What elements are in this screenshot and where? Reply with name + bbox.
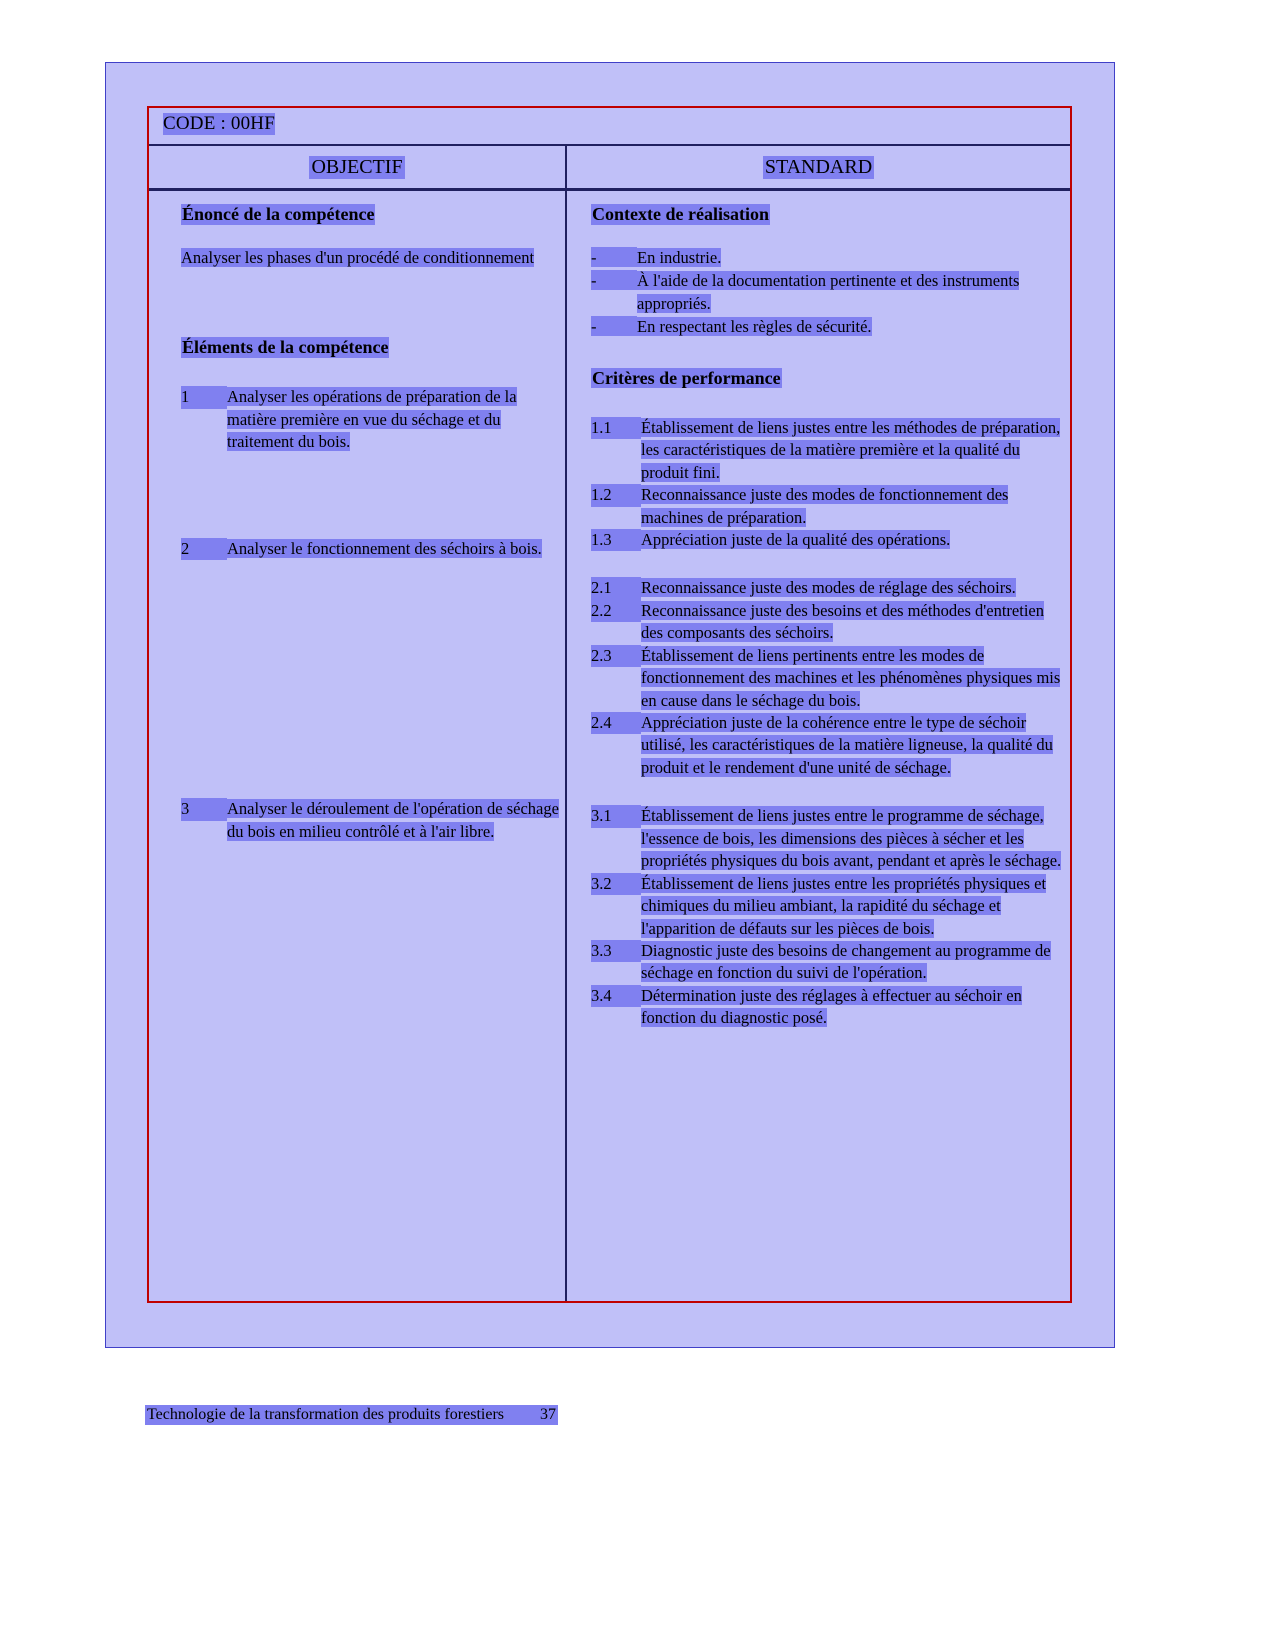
critere-text: Établissement de liens justes entre le programme de séchage, l'essence de bois, les dimensions des pièces à sécher et les propriétés physiques du bois avant, pendant et après le séchage.	[641, 806, 1062, 871]
contexte-item	[591, 316, 1070, 338]
critere-text-wrap	[641, 805, 1070, 872]
critere-text: Reconnaissance juste des modes de fonctionnement des machines de préparation.	[641, 485, 1009, 527]
header-cell-objectif	[149, 146, 567, 188]
critere-item	[591, 529, 1070, 551]
footer-title: Technologie de la transformation des produits forestiers	[147, 1406, 504, 1423]
critere-text: Établissement de liens pertinents entre les modes de fonctionnement des machines et les phénomènes physiques mis en cause dans le séchage du bois.	[641, 645, 1061, 710]
critere-number: 1.2	[591, 484, 641, 506]
critere-item	[591, 484, 1070, 529]
contexte-item-text: À l'aide de la documentation pertinente et des instruments appropriés.	[637, 271, 1020, 313]
criteres-group-1	[591, 417, 1070, 552]
element-item-3	[181, 798, 565, 843]
critere-number: 2.3	[591, 645, 641, 667]
enonce-text-wrap	[181, 247, 565, 269]
critere-text: Appréciation juste de la qualité des opérations.	[641, 529, 951, 549]
critere-text: Établissement de liens justes entre les méthodes de préparation, les caractéristiques de la matière première et la qualité du produit fini.	[641, 417, 1061, 482]
critere-text-wrap	[641, 529, 1070, 551]
element-text-2-wrap	[227, 538, 565, 560]
element-number-3: 3	[181, 798, 227, 820]
critere-text-wrap	[641, 712, 1070, 779]
critere-text: Détermination juste des réglages à effectuer au séchoir en fonction du diagnostic posé.	[641, 985, 1022, 1028]
contexte-item-text-wrap	[637, 270, 1070, 315]
criteres-title: Critères de performance	[592, 367, 781, 388]
critere-item	[591, 577, 1070, 599]
criteres-group-2	[591, 577, 1070, 779]
critere-number: 2.1	[591, 577, 641, 599]
contexte-item-text: En industrie.	[637, 248, 722, 267]
footer-page-number: 37	[540, 1406, 556, 1423]
contexte-item-text-wrap	[637, 247, 1070, 269]
critere-item	[591, 985, 1070, 1030]
header-cell-standard	[567, 146, 1070, 188]
critere-item	[591, 645, 1070, 712]
critere-number: 3.3	[591, 940, 641, 962]
critere-text: Reconnaissance juste des besoins et des méthodes d'entretien des composants des séchoirs.	[641, 600, 1044, 643]
criteres-title-wrap	[591, 368, 1070, 389]
critere-item	[591, 600, 1070, 645]
enonce-title: Énoncé de la compétence	[182, 204, 375, 224]
element-item-1	[181, 386, 565, 453]
element-item-2	[181, 538, 565, 560]
element-text-3: Analyser le déroulement de l'opération de séchage du bois en milieu contrôlé et à l'air libre.	[227, 799, 559, 841]
contexte-item	[591, 270, 1070, 315]
critere-text-wrap	[641, 417, 1070, 484]
contexte-item-text-wrap	[637, 316, 1070, 338]
critere-text-wrap	[641, 600, 1070, 645]
contexte-item-text: En respectant les règles de sécurité.	[637, 317, 872, 337]
critere-text-wrap	[641, 873, 1070, 940]
critere-item	[591, 417, 1070, 484]
element-text-1-wrap	[227, 386, 565, 453]
critere-item	[591, 940, 1070, 985]
critere-item	[591, 873, 1070, 940]
critere-item	[591, 712, 1070, 779]
element-text-3-wrap	[227, 798, 565, 843]
critere-text-wrap	[641, 484, 1070, 529]
critere-text: Reconnaissance juste des modes de réglage des séchoirs.	[641, 578, 1016, 598]
contexte-item	[591, 247, 1070, 269]
critere-number: 1.1	[591, 417, 641, 439]
column-objectif	[149, 191, 567, 1301]
elements-title: Éléments de la compétence	[182, 337, 389, 358]
elements-title-wrap	[181, 337, 565, 358]
critere-text: Appréciation juste de la cohérence entre le type de séchoir utilisé, les caractéristiques de la matière ligneuse, la qualité du produit et le rendement d'une unité de séchage.	[641, 713, 1053, 777]
contexte-list	[591, 247, 1070, 339]
document-page	[105, 62, 1115, 1348]
critere-text: Établissement de liens justes entre les propriétés physiques et chimiques du milieu ambiant, la rapidité du séchage et l'apparition de défauts sur les pièces de bois.	[641, 873, 1047, 938]
contexte-bullet-mark: -	[591, 270, 637, 290]
critere-text-wrap	[641, 985, 1070, 1030]
critere-text: Diagnostic juste des besoins de changement au programme de séchage en fonction du suivi de l'opération.	[641, 940, 1051, 983]
critere-number: 2.2	[591, 600, 641, 622]
code-row	[149, 108, 1070, 146]
competency-table	[147, 106, 1072, 1303]
contexte-bullet-mark: -	[591, 247, 637, 267]
header-standard-label: STANDARD	[764, 155, 873, 178]
page-footer	[145, 1405, 558, 1425]
enonce-text: Analyser les phases d'un procédé de conditionnement	[181, 248, 535, 267]
critere-text-wrap	[641, 940, 1070, 985]
code-label: CODE : 00HF	[163, 113, 275, 134]
element-number-2: 2	[181, 538, 227, 560]
element-number-1: 1	[181, 386, 227, 408]
contexte-bullet-mark: -	[591, 316, 637, 336]
contexte-title: Contexte de réalisation	[592, 204, 769, 224]
critere-item	[591, 805, 1070, 872]
table-header-row	[149, 146, 1070, 191]
critere-text-wrap	[641, 577, 1070, 599]
element-text-2: Analyser le fonctionnement des séchoirs à bois.	[227, 538, 542, 558]
contexte-title-wrap	[591, 204, 1070, 225]
criteres-group-3	[591, 805, 1070, 1029]
critere-number: 3.1	[591, 805, 641, 827]
critere-number: 1.3	[591, 529, 641, 551]
critere-text-wrap	[641, 645, 1070, 712]
critere-number: 2.4	[591, 712, 641, 734]
enonce-title-wrap	[181, 204, 565, 225]
critere-number: 3.4	[591, 985, 641, 1007]
header-objectif-label: OBJECTIF	[311, 155, 403, 178]
critere-number: 3.2	[591, 873, 641, 895]
table-body-row	[149, 191, 1070, 1301]
column-standard	[567, 191, 1070, 1301]
element-text-1: Analyser les opérations de préparation de la matière première en vue du séchage et du traitement du bois.	[227, 387, 517, 452]
